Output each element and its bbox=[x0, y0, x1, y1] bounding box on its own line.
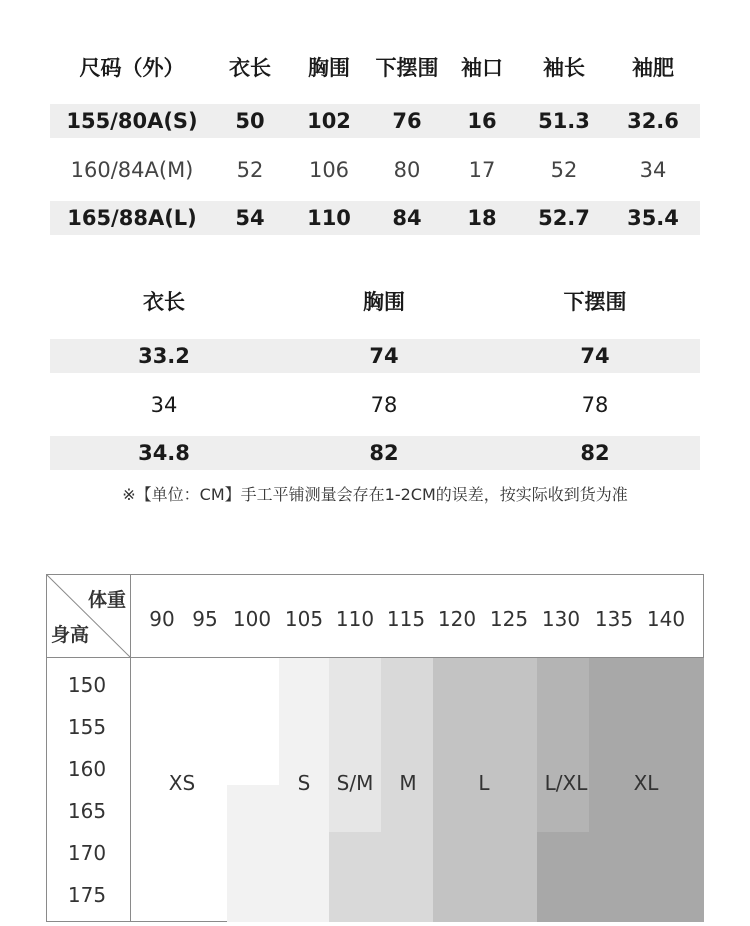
cell-length: 50 bbox=[235, 109, 265, 133]
cell-chest: 110 bbox=[307, 206, 351, 230]
size-table-header bbox=[50, 282, 700, 320]
weight-axis-label: 体重 bbox=[87, 589, 126, 611]
table-row bbox=[50, 436, 700, 470]
zone-sm bbox=[329, 658, 381, 832]
cell-hem: 76 bbox=[392, 109, 422, 133]
header-size: 尺码（外） bbox=[79, 56, 185, 80]
height-value: 150 bbox=[67, 673, 107, 697]
cell-sleeve-width: 32.6 bbox=[627, 109, 679, 133]
cell-chest: 82 bbox=[369, 441, 399, 465]
height-value: 165 bbox=[67, 799, 107, 823]
weight-value: 110 bbox=[335, 607, 375, 631]
header-hem: 下摆围 bbox=[563, 290, 627, 314]
zone-xl-lower bbox=[537, 832, 589, 922]
table-row bbox=[50, 153, 700, 187]
cell-hem: 84 bbox=[392, 206, 422, 230]
size-label-lxl: L/XL bbox=[544, 771, 588, 795]
cell-cuff: 18 bbox=[467, 206, 497, 230]
weight-value: 90 bbox=[149, 607, 175, 631]
cell-hem: 74 bbox=[580, 344, 610, 368]
cell-cuff: 17 bbox=[468, 158, 496, 182]
weight-value: 125 bbox=[489, 607, 529, 631]
size-label-xs: XS bbox=[168, 771, 196, 795]
cell-sleeve-width: 34 bbox=[639, 158, 667, 182]
height-axis-label: 身高 bbox=[51, 624, 90, 646]
size-label-sm: S/M bbox=[336, 771, 374, 795]
cell-sleeve-width: 35.4 bbox=[627, 206, 679, 230]
cell-chest: 74 bbox=[369, 344, 399, 368]
cell-chest: 78 bbox=[370, 393, 398, 417]
weight-value: 100 bbox=[232, 607, 272, 631]
height-value: 155 bbox=[67, 715, 107, 739]
cell-size: 160/84A(M) bbox=[70, 158, 194, 182]
height-value: 175 bbox=[67, 883, 107, 907]
header-chest: 胸围 bbox=[308, 56, 350, 80]
weight-value: 140 bbox=[646, 607, 686, 631]
weight-value: 120 bbox=[437, 607, 477, 631]
table-row bbox=[50, 104, 700, 138]
size-label-s: S bbox=[297, 771, 311, 795]
header-hem: 下摆围 bbox=[375, 56, 439, 80]
size-label-l: L bbox=[478, 771, 490, 795]
cell-sleeve-length: 52 bbox=[550, 158, 578, 182]
zone-m-lower bbox=[329, 832, 381, 922]
header-chest: 胸围 bbox=[363, 290, 405, 314]
cell-chest: 106 bbox=[308, 158, 350, 182]
cell-length: 33.2 bbox=[138, 344, 190, 368]
header-sleeve-width: 袖肥 bbox=[632, 56, 674, 80]
table-row bbox=[50, 388, 700, 422]
cell-hem: 78 bbox=[581, 393, 609, 417]
axis-corner bbox=[47, 575, 131, 658]
height-value: 160 bbox=[67, 757, 107, 781]
height-column bbox=[47, 658, 131, 922]
zone-s-lower bbox=[227, 785, 329, 922]
cell-length: 52 bbox=[236, 158, 264, 182]
table-row bbox=[50, 339, 700, 373]
weight-value: 115 bbox=[386, 607, 426, 631]
height-value: 170 bbox=[67, 841, 107, 865]
weight-value: 130 bbox=[541, 607, 581, 631]
cell-length: 34 bbox=[150, 393, 178, 417]
weight-value: 135 bbox=[594, 607, 634, 631]
header-sleeve-length: 袖长 bbox=[543, 56, 585, 80]
cell-hem: 80 bbox=[393, 158, 421, 182]
zone-s-upper bbox=[279, 658, 329, 785]
zone-lxl bbox=[537, 658, 589, 832]
header-cuff: 袖口 bbox=[461, 56, 503, 80]
cell-size: 165/88A(L) bbox=[67, 206, 197, 230]
weight-value: 95 bbox=[192, 607, 218, 631]
cell-chest: 102 bbox=[307, 109, 351, 133]
cell-cuff: 16 bbox=[467, 109, 497, 133]
header-length: 衣长 bbox=[143, 290, 185, 314]
header-divider bbox=[131, 657, 704, 658]
cell-sleeve-length: 52.7 bbox=[538, 206, 590, 230]
cell-hem: 82 bbox=[580, 441, 610, 465]
cell-length: 54 bbox=[235, 206, 265, 230]
size-recommendation-chart bbox=[46, 574, 704, 922]
measurement-note: ※【单位：CM】手工平铺测量会存在1-2CM的误差，按实际收到货为准 bbox=[122, 485, 628, 504]
cell-size: 155/80A(S) bbox=[66, 109, 198, 133]
table-row bbox=[50, 201, 700, 235]
size-label-xl: XL bbox=[633, 771, 659, 795]
size-label-m: M bbox=[399, 771, 417, 795]
cell-sleeve-length: 51.3 bbox=[538, 109, 590, 133]
weight-value: 105 bbox=[284, 607, 324, 631]
cell-length: 34.8 bbox=[138, 441, 190, 465]
size-table-header bbox=[50, 48, 700, 86]
header-length: 衣长 bbox=[229, 56, 271, 80]
